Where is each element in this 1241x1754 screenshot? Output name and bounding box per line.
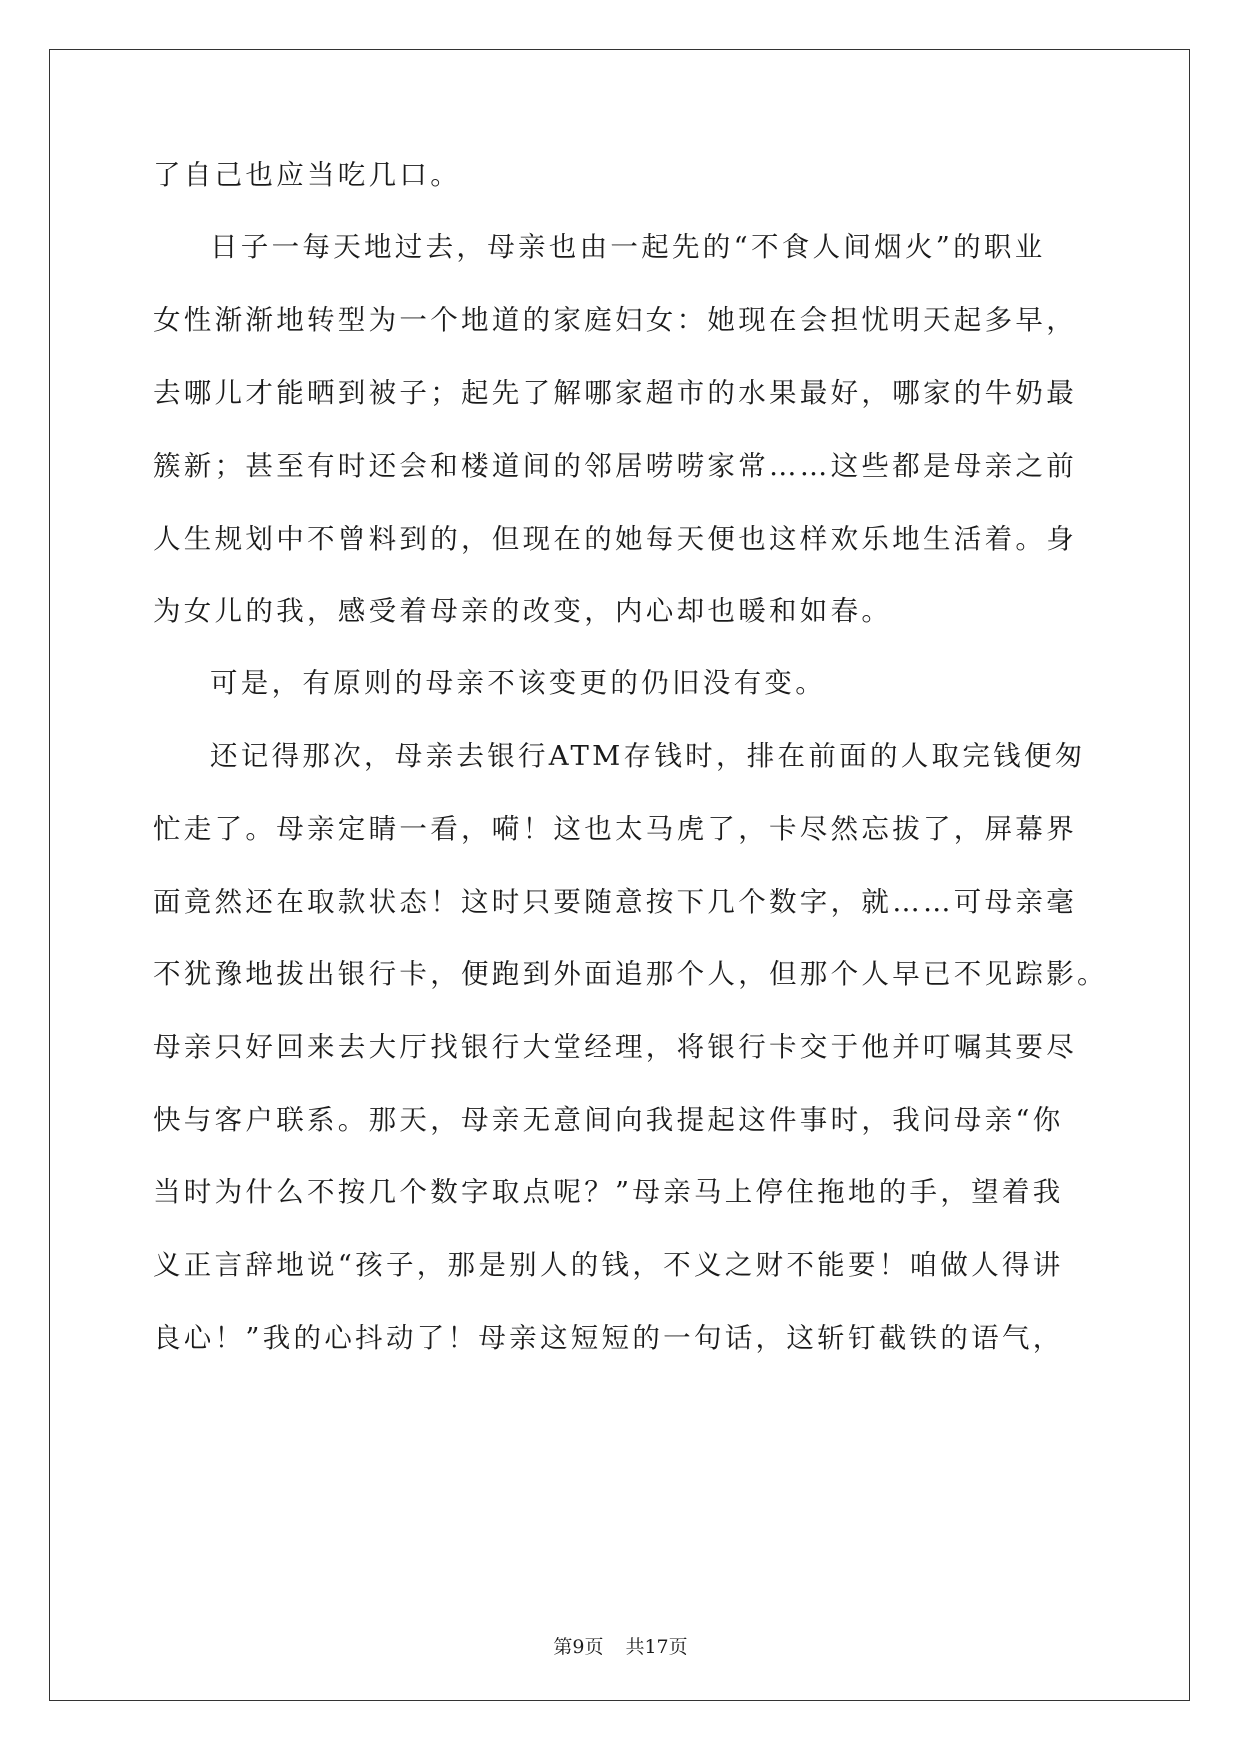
- text-line: 义正言辞地说“孩子，那是别人的钱，不义之财不能要！咱做人得讲: [153, 1249, 1064, 1281]
- text-line: 去哪儿才能晒到被子；起先了解哪家超市的水果最好，哪家的牛奶最: [153, 377, 1077, 409]
- page-total: 共17页: [625, 1636, 688, 1658]
- text-line: 簇新；甚至有时还会和楼道间的邻居唠唠家常……这些都是母亲之前: [153, 450, 1077, 482]
- paragraph-start-line: 可是，有原则的母亲不该变更的仍旧没有变。: [210, 667, 826, 699]
- page-border: [49, 49, 1190, 1701]
- text-line: 不犹豫地拔出银行卡，便跑到外面追那个人，但那个人早已不见踪影。: [153, 958, 1108, 990]
- text-line: 当时为什么不按几个数字取点呢？”母亲马上停住拖地的手，望着我: [153, 1176, 1064, 1208]
- text-line: 忙走了。母亲定睛一看，嗬！这也太马虎了，卡尽然忘拔了，屏幕界: [153, 813, 1077, 845]
- text-line: 快与客户联系。那天，母亲无意间向我提起这件事时，我问母亲“你: [153, 1104, 1064, 1136]
- text-line: 人生规划中不曾料到的，但现在的她每天便也这样欢乐地生活着。身: [153, 523, 1077, 555]
- page-footer: [0, 1635, 1241, 1659]
- paragraph-start-line: 还记得那次，母亲去银行ATM存钱时，排在前面的人取完钱便匆: [210, 740, 1086, 772]
- text-line: 面竟然还在取款状态！这时只要随意按下几个数字，就……可母亲毫: [153, 886, 1077, 918]
- text-line: 了自己也应当吃几口。: [153, 159, 461, 191]
- page-number: 第9页: [553, 1636, 604, 1658]
- text-line: 女性渐渐地转型为一个地道的家庭妇女：她现在会担忧明天起多早，: [153, 304, 1077, 336]
- text-line: 母亲只好回来去大厅找银行大堂经理，将银行卡交于他并叮嘱其要尽: [153, 1031, 1077, 1063]
- paragraph-start-line: 日子一每天地过去，母亲也由一起先的“不食人间烟火”的职业: [210, 231, 1046, 263]
- text-line: 为女儿的我，感受着母亲的改变，内心却也暖和如春。: [153, 595, 893, 627]
- text-line: 良心！”我的心抖动了！母亲这短短的一句话，这斩钉截铁的语气，: [153, 1322, 1064, 1354]
